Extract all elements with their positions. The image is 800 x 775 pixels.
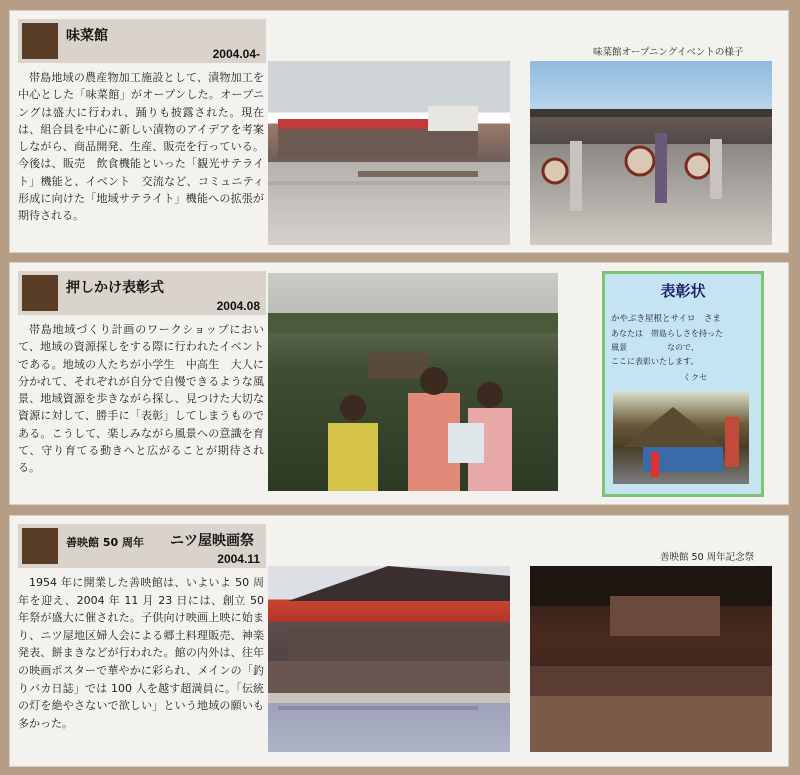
photo-children-field bbox=[268, 273, 558, 491]
photo-theater-interior bbox=[530, 566, 772, 752]
header-marker bbox=[22, 528, 58, 564]
certificate-line3: 風景 なので、 bbox=[611, 343, 699, 352]
photo-caption: 善映館 50 周年記念祭 bbox=[660, 552, 755, 563]
section-oshikake-award bbox=[9, 262, 789, 505]
photo-ajisaikan-building-drawing bbox=[268, 61, 510, 245]
certificate-signature: くクセ bbox=[683, 373, 707, 382]
photo-thatched-roof-drawing bbox=[613, 392, 749, 484]
section-title: 味菜館 bbox=[66, 28, 108, 44]
section-date: 2004.04- bbox=[212, 47, 260, 61]
section-header bbox=[18, 271, 266, 315]
photo-opening-drummers-drawing bbox=[530, 61, 772, 245]
section-body: 1954 年に開業した善映館は、いよいよ 50 周年を迎え、2004 年 11 月 23 日には、創立 50 年祭が盛大に催された。子供向け映画上映に始まり、ニツ屋地区婦人会による郷土料理販売、神楽発表、餅まきなどが行われた。館の内外は、往年の映画ポスターで華やかに彩られ、メインの「釣りバカ日誌」では 100 人を越す超満員に。「伝統の灯を絶やさないで欲しい」という地域の願いも多かった。 bbox=[18, 576, 264, 730]
certificate-line2: あなたは 帯島らしさを持った bbox=[611, 329, 723, 338]
photo-thatched-roof bbox=[613, 392, 749, 484]
header-marker bbox=[22, 275, 58, 311]
header-marker bbox=[22, 23, 58, 59]
photo-caption: 味菜館オープニングイベントの様子 bbox=[593, 47, 744, 58]
certificate-line1: かやぶき屋根とサイロ さま bbox=[611, 314, 721, 324]
photo-children-field-drawing bbox=[268, 273, 558, 491]
certificate-line4: ここに表彰いたします。 bbox=[611, 357, 699, 366]
section-title: 押しかけ表彰式 bbox=[66, 280, 164, 296]
section-body: 帯島地域の農産物加工施設として、漬物加工を中心とした「味菜館」がオープンした。オープニングは盛大に行われ、踊りも披露された。現在は、組合員を中心に新しい漬物のアイデアを考案しながら、商品開発、生産、販売を行っている。今後は、販売 飲食機能といった「観光サテライト」機能と、イベント 交流など、コミュニティ形成に向けた「地域サテライト」機能への拡張が期待される。 bbox=[18, 71, 264, 223]
section-date: 2004.08 bbox=[216, 299, 260, 313]
certificate-heading: 表彰状 bbox=[660, 282, 706, 300]
section-title: ニツ屋映画祭 bbox=[170, 533, 254, 549]
photo-theater-exterior bbox=[268, 566, 510, 752]
photo-opening-drummers bbox=[530, 61, 772, 245]
section-header bbox=[18, 19, 266, 63]
photo-ajisaikan-building bbox=[268, 61, 510, 245]
section-body: 帯島地域づくり計画のワークショップにおいて、地域の資源探しをする際に行われたイベントである。地域の人たちが小学生 中高生 大人に分かれて、それぞれが自分で自慢できるような風景、地域資源を歩きながら探し、見つけた大切な資源に対して、勝手に「表彰」してしまうものである。こうして、楽しみながら風景への意識を育て、守り育てる動きへと広がることが期待される。 bbox=[18, 323, 264, 475]
section-ajisaikan bbox=[9, 10, 789, 253]
photo-theater-exterior-drawing bbox=[268, 566, 510, 752]
award-certificate bbox=[602, 271, 764, 497]
photo-theater-interior-drawing bbox=[530, 566, 772, 752]
section-header bbox=[18, 524, 266, 568]
section-date: 2004.11 bbox=[217, 552, 260, 566]
section-futatsuya-film-festival bbox=[9, 515, 789, 767]
section-prefix: 善映館 50 周年 bbox=[66, 536, 144, 549]
